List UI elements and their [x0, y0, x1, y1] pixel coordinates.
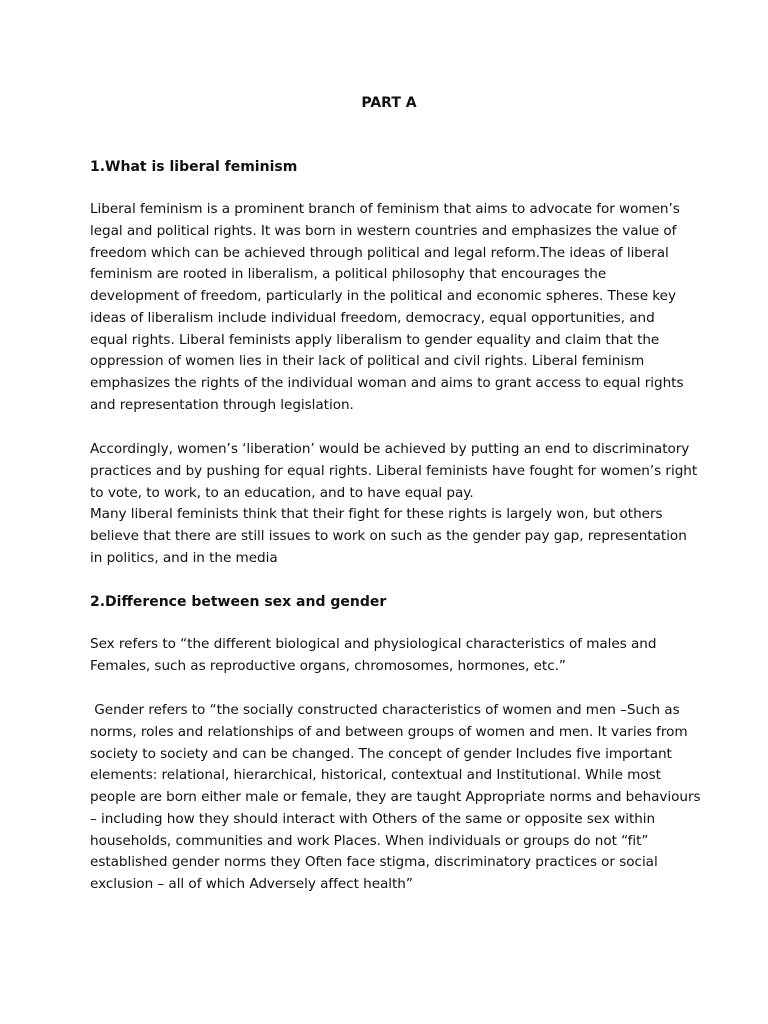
text-line: Accordingly, women’s ‘liberation’ would be achieved by putting an end to discriminatory — [90, 441, 690, 457]
section-heading-liberal-feminism: 1.What is liberal feminism — [90, 159, 298, 175]
text-line: households, communities and work Places. When individuals or groups do not “fit” — [90, 832, 649, 849]
text-line: equal rights. Liberal feminists apply liberalism to gender equality and claim that the — [90, 331, 660, 348]
text-line: ideas of liberalism include individual freedom, democracy, equal opportunities, and — [90, 309, 655, 326]
paragraph-liberal-feminism-definition — [90, 199, 684, 417]
text-line: Sex refers to “the different biological and physiological characteristics of males and — [90, 636, 657, 652]
section-heading-sex-gender: 2.Difference between sex and gender — [90, 594, 387, 610]
text-line: legal and political rights. It was born in western countries and emphasizes the value of — [90, 222, 677, 239]
text-line: exclusion – all of which Adversely affect health” — [90, 876, 413, 892]
text-line: Liberal feminism is a prominent branch of feminism that aims to advocate for women’s — [90, 201, 680, 217]
text-line: Females, such as reproductive organs, chromosomes, hormones, etc.” — [90, 657, 566, 674]
paragraph-sex-definition — [90, 634, 680, 678]
text-line: established gender norms they Often face stigma, discriminatory practices or social — [90, 854, 658, 871]
text-line: practices and by pushing for equal rights. Liberal feminists have fought for women’s right — [90, 462, 698, 479]
text-line: elements: relational, hierarchical, historical, contextual and Institutional. While most — [90, 767, 661, 784]
text-line: in politics, and in the media — [90, 549, 278, 566]
text-line: freedom which can be achieved through political and legal reform.The ideas of liberal — [90, 244, 669, 261]
text-line: society to society and can be changed. The concept of gender Includes five important — [90, 745, 672, 762]
text-line: – including how they should interact with Others of the same or opposite sex within — [90, 810, 656, 827]
paragraph-liberal-feminism-accordingly — [90, 439, 698, 570]
text-line: and representation through legislation. — [90, 396, 354, 413]
text-line: feminism are rooted in liberalism, a political philosophy that encourages the — [90, 266, 607, 283]
text-line: norms, roles and relationships of and between groups of women and men. It varies from — [90, 723, 688, 740]
text-line: people are born either male or female, they are taught Appropriate norms and behaviours — [90, 789, 701, 805]
text-line: Gender refers to “the socially constructed characteristics of women and men –Such as — [90, 702, 680, 718]
page-title: PART A — [361, 95, 417, 111]
text-line: to vote, to work, to an education, and to have equal pay. — [90, 484, 474, 501]
text-line: Many liberal feminists think that their fight for these rights is largely won, but others — [90, 506, 663, 523]
text-line: believe that there are still issues to work on such as the gender pay gap, representation — [90, 528, 687, 544]
text-line: oppression of women lies in their lack of political and civil rights. Liberal feminism — [90, 353, 645, 370]
paragraph-gender-definition — [90, 700, 701, 896]
text-line: development of freedom, particularly in the political and economic spheres. These key — [90, 288, 676, 304]
text-line: emphasizes the rights of the individual woman and aims to grant access to equal rights — [90, 375, 684, 391]
